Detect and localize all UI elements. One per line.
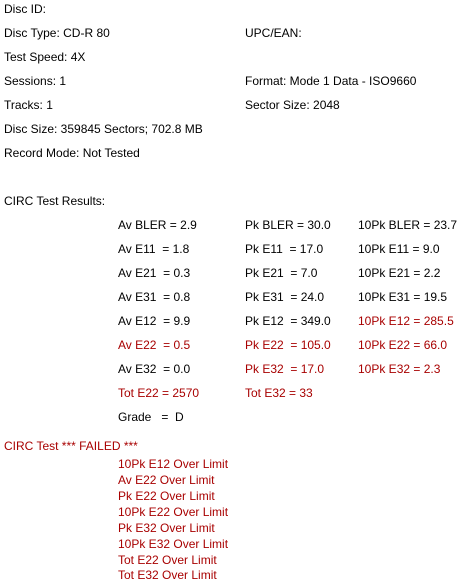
pk-e22: Pk E22 = 105.0 — [245, 338, 331, 352]
sessions: Sessions: 1 — [4, 74, 67, 88]
tot-e22: Tot E22 = 2570 — [118, 386, 200, 400]
sector-size: Sector Size: 2048 — [245, 98, 340, 112]
pk-e32: Pk E32 = 17.0 — [245, 362, 325, 376]
grade: Grade = D — [118, 410, 184, 424]
failure-item: 10Pk E12 Over Limit — [118, 457, 229, 471]
failure-item: Av E22 Over Limit — [118, 473, 215, 487]
pk-e21: Pk E21 = 7.0 — [245, 266, 318, 280]
failure-item: Pk E32 Over Limit — [118, 521, 215, 535]
disc-id: Disc ID: — [4, 2, 46, 16]
top10-pk-bler: 10Pk BLER = 23.7 — [358, 218, 458, 232]
top10-pk-e22: 10Pk E22 = 66.0 — [358, 338, 448, 352]
top10-pk-e31: 10Pk E31 = 19.5 — [358, 290, 448, 304]
top10-pk-e21: 10Pk E21 = 2.2 — [358, 266, 441, 280]
av-e21: Av E21 = 0.3 — [118, 266, 191, 280]
upc-ean: UPC/EAN: — [245, 26, 302, 40]
pk-e12: Pk E12 = 349.0 — [245, 314, 331, 328]
failure-item: 10Pk E32 Over Limit — [118, 537, 229, 551]
av-bler: Av BLER = 2.9 — [118, 218, 197, 232]
top10-pk-e32: 10Pk E32 = 2.3 — [358, 362, 441, 376]
av-e22: Av E22 = 0.5 — [118, 338, 191, 352]
failure-item: Tot E22 Over Limit — [118, 553, 217, 567]
failure-item: Tot E32 Over Limit — [118, 568, 217, 582]
tracks: Tracks: 1 — [4, 98, 53, 112]
failure-item: 10Pk E22 Over Limit — [118, 505, 229, 519]
pk-e31: Pk E31 = 24.0 — [245, 290, 325, 304]
circ-results-title: CIRC Test Results: — [4, 194, 106, 208]
disc-size: Disc Size: 359845 Sectors; 702.8 MB — [4, 122, 203, 136]
failure-item: Pk E22 Over Limit — [118, 489, 215, 503]
av-e31: Av E31 = 0.8 — [118, 290, 191, 304]
disc-type: Disc Type: CD-R 80 — [4, 26, 110, 40]
av-e11: Av E11 = 1.8 — [118, 242, 190, 256]
top10-pk-e12: 10Pk E12 = 285.5 — [358, 314, 454, 328]
circ-test-status: CIRC Test *** FAILED *** — [4, 439, 138, 453]
format: Format: Mode 1 Data - ISO9660 — [245, 74, 417, 88]
top10-pk-e11: 10Pk E11 = 9.0 — [358, 242, 440, 256]
record-mode: Record Mode: Not Tested — [4, 146, 140, 160]
pk-e11: Pk E11 = 17.0 — [245, 242, 324, 256]
av-e12: Av E12 = 9.9 — [118, 314, 191, 328]
pk-bler: Pk BLER = 30.0 — [245, 218, 331, 232]
av-e32: Av E32 = 0.0 — [118, 362, 191, 376]
test-speed: Test Speed: 4X — [4, 50, 86, 64]
tot-e32: Tot E32 = 33 — [245, 386, 313, 400]
